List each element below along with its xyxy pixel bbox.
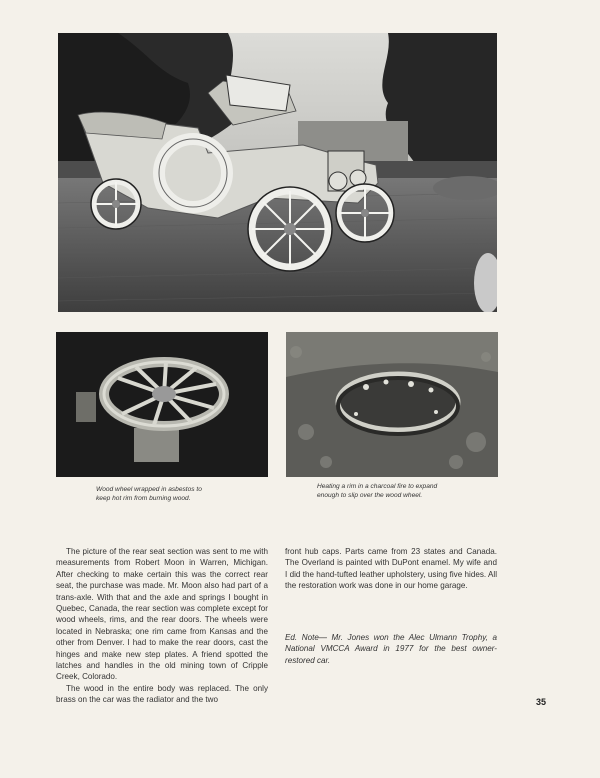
article-right-column [285,546,497,592]
article-paragraph: The picture of the rear seat section was sent to me with measurements from Robert Moon in Warren, Michigan. After checking to make certain this was the correct rear seat, the purchase was made. Mr. Moon also had part of a trans-axle. With that and the axle and springs I bought in Quebec, Canada, the rear section was complete except for wood wheels, rims, and the rear doors. The wheels were located in Nebraska; one rim came from Kansas and the other from Denver. I had to make the rear doors, cast the hinges and make new step plates. A friend spotted the latches and handles in the old mining town of Cripple Creek, Colorado. [56,547,268,682]
article-paragraph: front hub caps. Parts came from 23 states and Canada. The Overland is painted with DuPont enamel. My wife and I did the hand-tufted leather upholstery, using five hides. All the restoration work was done in our home garage. [285,547,497,591]
heating-rim-photo [286,332,498,477]
wood-wheel-photo [56,332,268,477]
page-number: 35 [535,697,546,707]
wood-wheel-caption: Wood wheel wrapped in asbestos to keep hot rim from burning wood. [96,486,202,502]
article-paragraph: The wood in the entire body was replaced. The only brass on the car was the radiator and the two [56,683,268,705]
car-photo [58,33,497,312]
editor-note: Ed. Note— Mr. Jones won the Alec Ulmann Trophy, a National VMCCA Award in 1977 for the best owner-restored car. [285,633,497,665]
article-left-column [56,546,268,706]
heating-rim-caption: Heating a rim in a charcoal fire to expand enough to slip over the wood wheel. [317,483,438,499]
